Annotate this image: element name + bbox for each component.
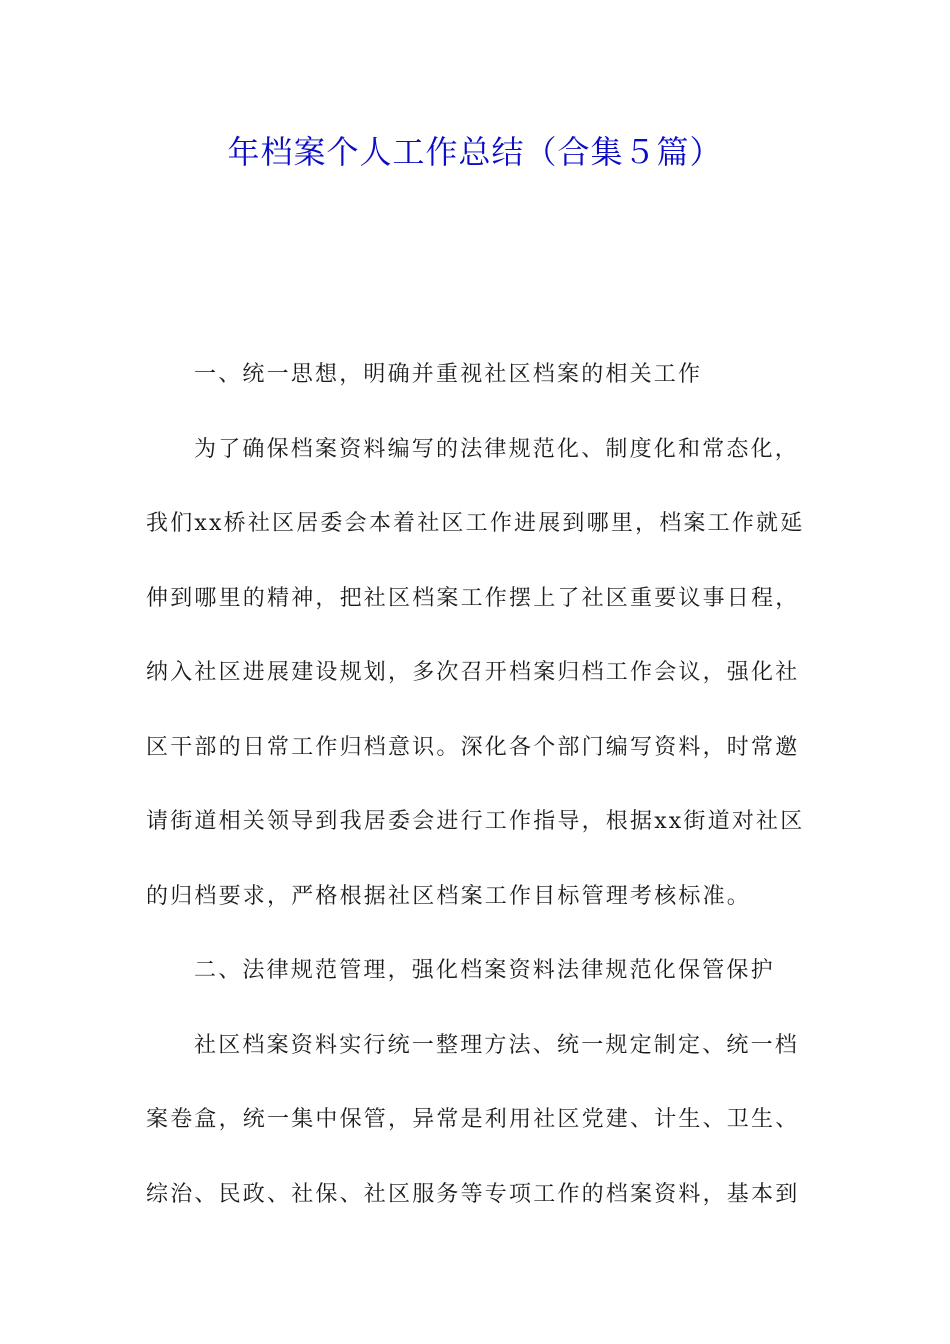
text-line: 区干部的日常工作归档意识。深化各个部门编写资料，时常邀: [146, 734, 800, 760]
text-line: 综治、民政、社保、社区服务等专项工作的档案资料，基本到: [146, 1181, 800, 1207]
paragraph-1: [146, 413, 806, 935]
document-title: 年档案个人工作总结（合集５篇）: [227, 133, 723, 171]
paragraph-2: [146, 1009, 806, 1233]
text-line: 社区档案资料实行统一整理方法、统一规定制定、统一档: [194, 1032, 800, 1058]
text-line: 案卷盒，统一集中保管，异常是利用社区党建、计生、卫生、: [146, 1107, 800, 1132]
section-heading-1: [146, 338, 806, 413]
text-line: 的归档要求，严格根据社区档案工作目标管理考核标准。: [146, 883, 752, 909]
document-body: [146, 338, 806, 1232]
text-line: 纳入社区进展建设规划，多次召开档案归档工作会议，强化社: [146, 660, 800, 685]
text-line: 请街道相关领导到我居委会进行工作指导，根据xx街道对社区: [146, 809, 805, 834]
text-line: 二、法律规范管理，强化档案资料法律规范化保管保护: [194, 958, 775, 983]
text-line: 一、统一思想，明确并重视社区档案的相关工作: [194, 362, 703, 387]
section-heading-2: [146, 934, 806, 1009]
text-line: 伸到哪里的精神，把社区档案工作摆上了社区重要议事日程，: [146, 585, 800, 611]
text-line: 我们xx桥社区居委会本着社区工作进展到哪里，档案工作就延: [146, 511, 805, 536]
text-line: 为了确保档案资料编写的法律规范化、制度化和常态化，: [194, 436, 800, 462]
